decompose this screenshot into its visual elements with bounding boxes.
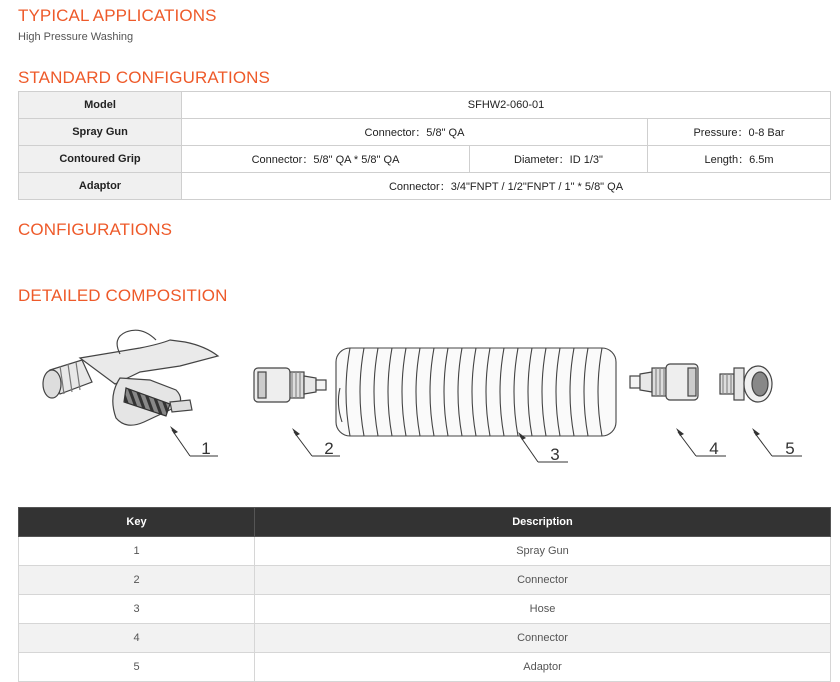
adaptor-label: Adaptor [19, 173, 182, 200]
typical-applications-text: High Pressure Washing [18, 31, 134, 43]
grip-label: Contoured Grip [19, 146, 182, 173]
description-cell: Spray Gun [255, 537, 831, 566]
hose-illustration [336, 348, 616, 436]
connector-2-illustration [254, 368, 326, 402]
description-cell: Hose [255, 595, 831, 624]
key-column-header: Key [19, 508, 255, 537]
key-table-header-row [19, 508, 831, 537]
callout-line-3 [520, 436, 538, 462]
callout-arrow-1 [170, 426, 178, 434]
table-row [19, 566, 831, 595]
grip-length: Length：6.5m [648, 146, 831, 173]
composition-diagram [20, 318, 820, 478]
key-cell: 1 [19, 537, 255, 566]
callout-1: 1 [201, 439, 211, 458]
config-row-adaptor [19, 173, 831, 200]
table-row [19, 624, 831, 653]
callout-2: 2 [324, 439, 334, 458]
detailed-composition-heading: DETAILED COMPOSITION [18, 286, 228, 305]
grip-connector: Connector：5/8" QA * 5/8" QA [182, 146, 470, 173]
key-cell: 5 [19, 653, 255, 682]
key-cell: 3 [19, 595, 255, 624]
callout-arrow-5 [752, 428, 760, 436]
config-row-grip [19, 146, 831, 173]
model-label: Model [19, 92, 182, 119]
composition-key-table [18, 507, 831, 682]
key-cell: 2 [19, 566, 255, 595]
config-row-model [19, 92, 831, 119]
key-cell: 4 [19, 624, 255, 653]
connector-4-illustration [630, 364, 698, 400]
configurations-heading: CONFIGURATIONS [18, 220, 173, 239]
spray-gun-connector: Connector：5/8" QA [182, 119, 648, 146]
spray-gun-label: Spray Gun [19, 119, 182, 146]
callout-arrow-2 [292, 428, 300, 436]
table-row [19, 537, 831, 566]
callout-5: 5 [785, 439, 795, 458]
model-value: SFHW2-060-01 [182, 92, 831, 119]
spray-gun-illustration [43, 330, 218, 425]
adaptor-connector: Connector：3/4"FNPT / 1/2"FNPT / 1" * 5/8" QA [182, 173, 831, 200]
callout-4: 4 [709, 439, 719, 458]
description-cell: Adaptor [255, 653, 831, 682]
standard-configurations-table [18, 91, 831, 200]
description-column-header: Description [255, 508, 831, 537]
table-row [19, 595, 831, 624]
table-row [19, 653, 831, 682]
callout-3: 3 [550, 445, 560, 464]
adaptor-illustration [720, 366, 772, 402]
grip-diameter: Diameter：ID 1/3" [470, 146, 648, 173]
config-row-spray-gun [19, 119, 831, 146]
description-cell: Connector [255, 624, 831, 653]
typical-applications-heading: TYPICAL APPLICATIONS [18, 6, 217, 25]
callout-arrow-4 [676, 428, 684, 436]
callout-line-1 [172, 430, 190, 456]
standard-configurations-heading: STANDARD CONFIGURATIONS [18, 68, 270, 87]
spray-gun-pressure: Pressure：0-8 Bar [648, 119, 831, 146]
description-cell: Connector [255, 566, 831, 595]
